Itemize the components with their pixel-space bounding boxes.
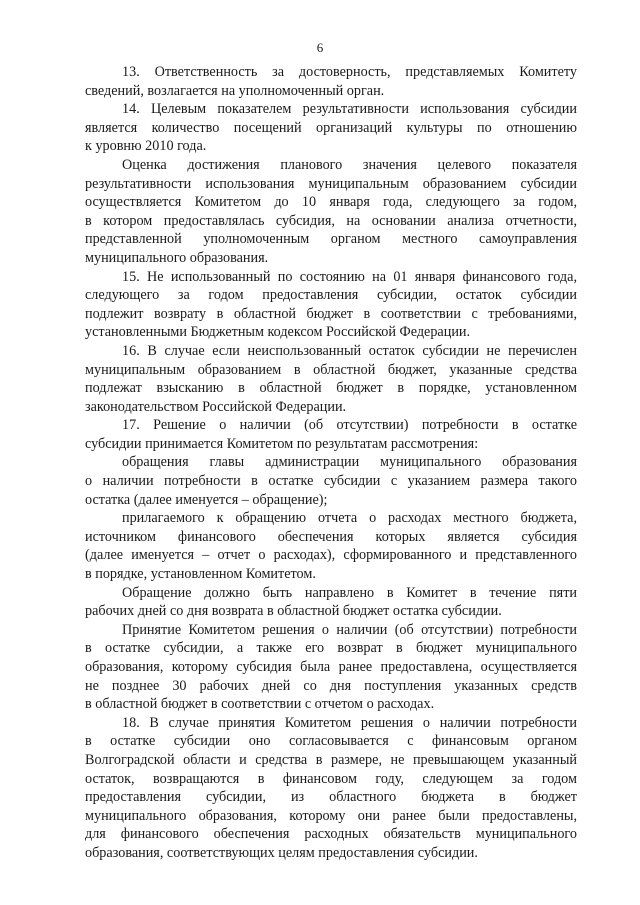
text-line: в котором предоставлялась субсидия, на основании анализа отчетности,: [85, 212, 577, 229]
text-line: о наличии потребности в остатке субсидии с указанием размера такого: [85, 473, 577, 490]
text-line: источником финансового обеспечения которых является субсидия: [85, 528, 577, 545]
text-line: предоставления субсидии, из областного бюджета в бюджет: [85, 789, 577, 806]
text-line: результативности использования муниципальным образованием субсидии: [85, 175, 577, 192]
text-line: (далее именуется – отчет о расходах), сформированного и представленного: [85, 547, 577, 564]
text-line: следующего за годом предоставления субсидии, остаток субсидии: [85, 287, 577, 304]
text-line: Волгоградской области и средства в размере, не превышающем указанный: [85, 751, 577, 768]
text-line: 14. Целевым показателем результативности использования субсидии: [122, 101, 577, 118]
text-line: остатка (далее именуется – обращение);: [85, 491, 328, 508]
text-line: сведений, возлагается на уполномоченный орган.: [85, 82, 385, 99]
text-line: в областной бюджет в соответствии с отчетом о расходах.: [85, 696, 435, 713]
text-line: является количество посещений организаций культуры по отношению: [85, 119, 577, 136]
text-line: законодательством Российской Федерации.: [85, 398, 347, 415]
text-line: в остатке субсидии оно согласовывается с финансовым органом: [85, 733, 577, 750]
text-line: 16. В случае если неиспользованный остаток субсидии не перечислен: [122, 342, 577, 359]
text-line: в порядке, установленном Комитетом.: [85, 566, 316, 583]
text-line: остаток, возвращаются в финансовом году, следующем за годом: [85, 770, 577, 787]
text-line: подлежат взысканию в областной бюджет в порядке, установленном: [85, 380, 577, 397]
text-line: муниципального образования, которому они ранее были предоставлены,: [85, 807, 577, 824]
text-line: установленными Бюджетным кодексом Российской Федерации.: [85, 324, 471, 341]
text-line: 15. Не использованный по состоянию на 01 января финансового года,: [122, 268, 577, 285]
text-line: представленной уполномоченным органом местного самоуправления: [85, 231, 577, 248]
text-line: в остатке субсидии, а также его возврат в бюджет муниципального: [85, 640, 577, 657]
text-line: образования, которому субсидия была ранее предоставлена, осуществляется: [85, 659, 577, 675]
text-line: муниципального образования.: [85, 249, 269, 266]
text-line: подлежит возврату в областной бюджет в соответствии с требованиями,: [85, 305, 577, 322]
text-line: муниципальным образованием в областной бюджет, указанные средства: [85, 361, 577, 378]
text-line: 18. В случае принятия Комитетом решения о наличии потребности: [122, 714, 577, 731]
text-line: прилагаемого к обращению отчета о расходах местного бюджета,: [122, 510, 577, 527]
text-line: Принятие Комитетом решения о наличии (об отсутствии) потребности: [122, 621, 577, 638]
text-line: рабочих дней со дня возврата в областной бюджет остатка субсидии.: [85, 603, 502, 620]
text-line: Оценка достижения планового значения целевого показателя: [122, 156, 577, 173]
text-line: к уровню 2010 года.: [85, 138, 207, 155]
text-line: 17. Решение о наличии (об отсутствии) потребности в остатке: [122, 417, 577, 434]
text-line: осуществляется Комитетом до 10 января года, следующего за годом,: [85, 194, 577, 211]
page-number: 6: [316, 40, 324, 55]
text-line: для финансового обеспечения расходных обязательств муниципального: [85, 826, 577, 843]
text-line: Обращение должно быть направлено в Комитет в течение пяти: [122, 584, 577, 601]
document-body: [85, 63, 577, 863]
text-line: обращения главы администрации муниципального образования: [122, 454, 577, 471]
text-line: не позднее 30 рабочих дней со дня поступления указанных средств: [85, 677, 577, 694]
text-line: 13. Ответственность за достоверность, представляемых Комитету: [122, 64, 577, 80]
text-line: субсидии принимается Комитетом по результатам рассмотрения:: [85, 435, 479, 452]
text-line: образования, соответствующих целям предоставления субсидии.: [85, 844, 478, 861]
